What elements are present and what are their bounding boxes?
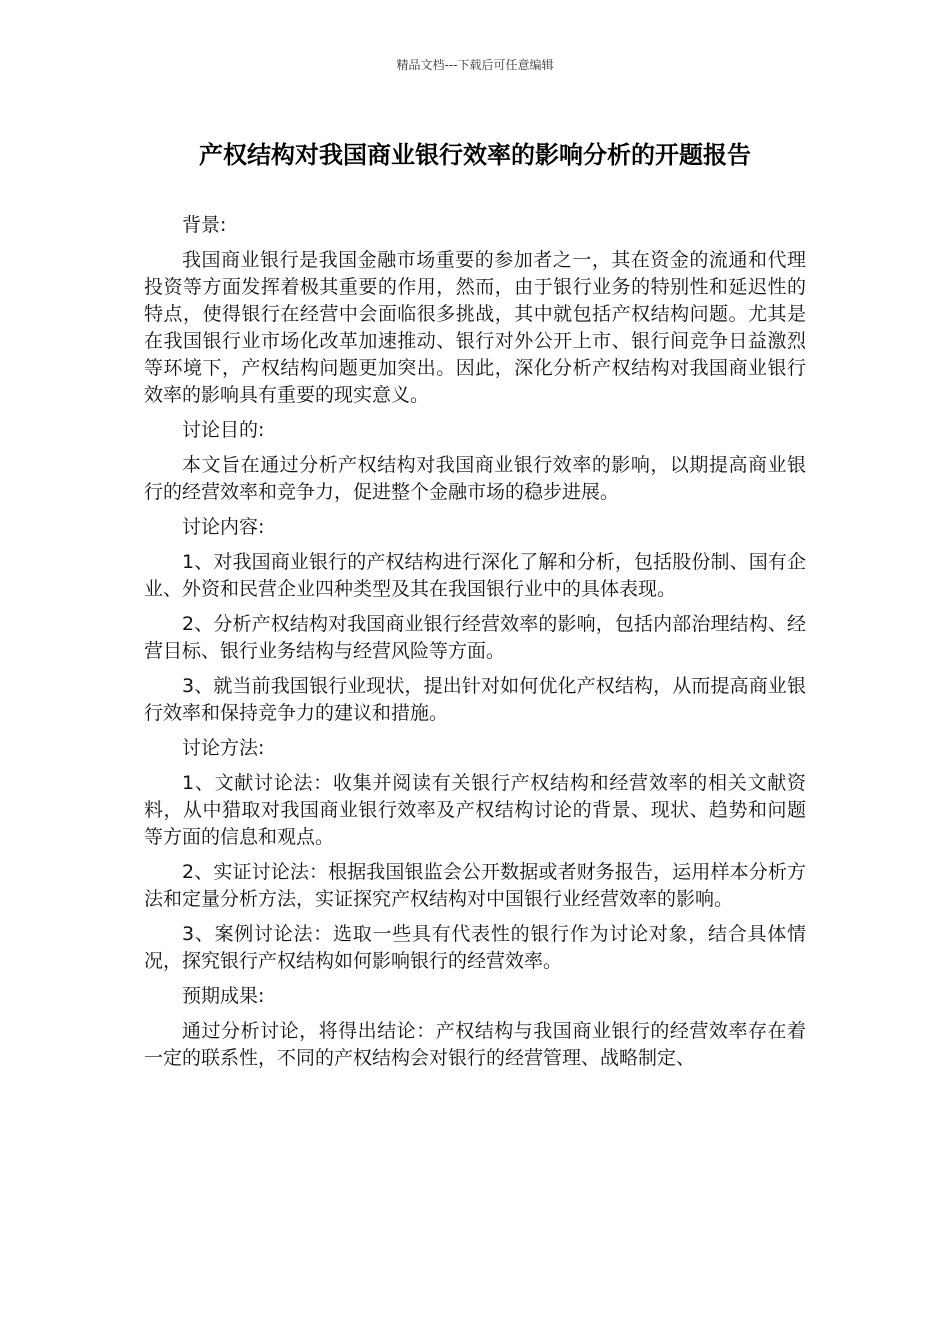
method-item-3: 3、案例讨论法：选取一些具有代表性的银行作为讨论对象，结合具体情况，探究银行产权结构如何影响银行的经营效率。 — [144, 923, 806, 972]
method-item-2: 2、实证讨论法：根据我国银监会公开数据或者财务报告，运用样本分析方法和定量分析方法，实证探究产权结构对中国银行业经营效率的影响。 — [144, 861, 806, 910]
section-heading-expected-results: 预期成果: — [182, 985, 265, 1007]
content-item-2: 2、分析产权结构对我国商业银行经营效率的影响，包括内部治理结构、经营目标、银行业务结构与经营风险等方面。 — [144, 613, 806, 662]
method-item-1: 1、文献讨论法：收集并阅读有关银行产权结构和经营效率的相关文献资料，从中猎取对我国商业银行效率及产权结构讨论的背景、现状、趋势和问题等方面的信息和观点。 — [144, 772, 806, 848]
document-title: 产权结构对我国商业银行效率的影响分析的开题报告 — [199, 141, 751, 169]
content-item-3: 3、就当前我国银行业现状，提出针对如何优化产权结构，从而提高商业银行效率和保持竞争力的建议和措施。 — [144, 675, 806, 724]
document-body — [144, 212, 806, 1080]
paragraph-background: 我国商业银行是我国金融市场重要的参加者之一，其在资金的流通和代理投资等方面发挥着极其重要的作用，然而，由于银行业务的特别性和延迟性的特点，使得银行在经营中会面临很多挑战，其中就包括产权结构问题。尤其是在我国银行业市场化改革加速推动、银行对外公开上市、银行间竞争日益激烈等环境下，产权结构问题更加突出。因此，深化分析产权结构对我国商业银行效率的影响具有重要的现实意义。 — [144, 249, 806, 406]
section-heading-methods: 讨论方法: — [182, 737, 265, 759]
content-item-1: 1、对我国商业银行的产权结构进行深化了解和分析，包括股份制、国有企业、外资和民营企业四种类型及其在我国银行业中的具体表现。 — [144, 551, 806, 600]
page-header: 精品文档---下载后可任意编辑 — [396, 58, 554, 72]
section-heading-background: 背景: — [182, 214, 227, 236]
section-heading-content: 讨论内容: — [182, 516, 265, 538]
section-heading-purpose: 讨论目的: — [182, 419, 265, 441]
paragraph-expected-results: 通过分析讨论，将得出结论：产权结构与我国商业银行的经营效率存在着一定的联系性，不同的产权结构会对银行的经营管理、战略制定、 — [144, 1020, 806, 1069]
paragraph-purpose: 本文旨在通过分析产权结构对我国商业银行效率的影响，以期提高商业银行的经营效率和竞争力，促进整个金融市场的稳步进展。 — [144, 454, 806, 503]
